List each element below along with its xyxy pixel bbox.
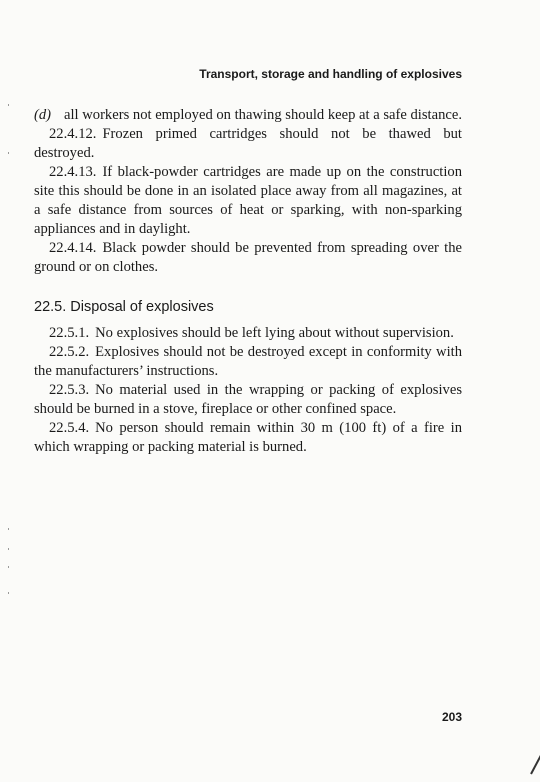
page-number: 203: [441, 710, 462, 724]
paragraph-22-4-13: [34, 163, 462, 239]
page-body: [34, 106, 462, 457]
corner-crease: [530, 754, 540, 774]
paragraph-22-4-12: [34, 125, 462, 163]
paragraph-22-5-1: [34, 324, 462, 343]
paragraph-number: 22.5.1.: [49, 325, 90, 341]
paragraph-text: No person should remain within 30 m (100 ft) of a fire in which wrapping or packing material is burned.: [34, 420, 462, 455]
paragraph-text: Frozen primed cartridges should not be thawed but destroyed.: [34, 126, 462, 161]
paragraph-text: No material used in the wrapping or packing of explosives should be burned in a stove, fireplace or other confined space.: [34, 382, 462, 417]
margin-speck: [8, 548, 9, 550]
paragraph-22-4-14: [34, 239, 462, 277]
paragraph-text: Black powder should be prevented from spreading over the ground or on clothes.: [34, 240, 462, 275]
paragraph-22-5-2: [34, 343, 462, 381]
paragraph-22-5-3: [34, 381, 462, 419]
margin-speck: [8, 566, 9, 568]
list-item-text: all workers not employed on thawing should keep at a safe distance.: [64, 107, 462, 123]
paragraph-number: 22.4.14.: [49, 240, 97, 256]
paragraph-number: 22.5.4.: [49, 420, 90, 436]
list-item-label: (d): [34, 107, 52, 123]
list-item-d: [34, 106, 462, 125]
paragraph-number: 22.5.3.: [49, 382, 90, 398]
paragraph-22-5-4: [34, 419, 462, 457]
section-heading: 22.5. Disposal of explosives: [34, 299, 214, 315]
paragraph-text: No explosives should be left lying about without supervision.: [95, 325, 454, 341]
paragraph-number: 22.5.2.: [49, 344, 90, 360]
paragraph-number: 22.4.12.: [49, 126, 97, 142]
paragraph-number: 22.4.13.: [49, 164, 97, 180]
paragraph-text: If black-powder cartridges are made up on the construction site this should be done in an isolated place away from all magazines, at a safe distance from sources of heat or sparking, with non-sparking appliances and in daylight.: [34, 164, 462, 237]
running-head: Transport, storage and handling of explosives: [199, 67, 462, 81]
paragraph-text: Explosives should not be destroyed except in conformity with the manufacturers’ instructions.: [34, 344, 462, 379]
margin-speck: [8, 104, 9, 106]
margin-speck: [8, 592, 9, 594]
margin-speck: [8, 152, 9, 154]
margin-speck: [8, 528, 9, 530]
